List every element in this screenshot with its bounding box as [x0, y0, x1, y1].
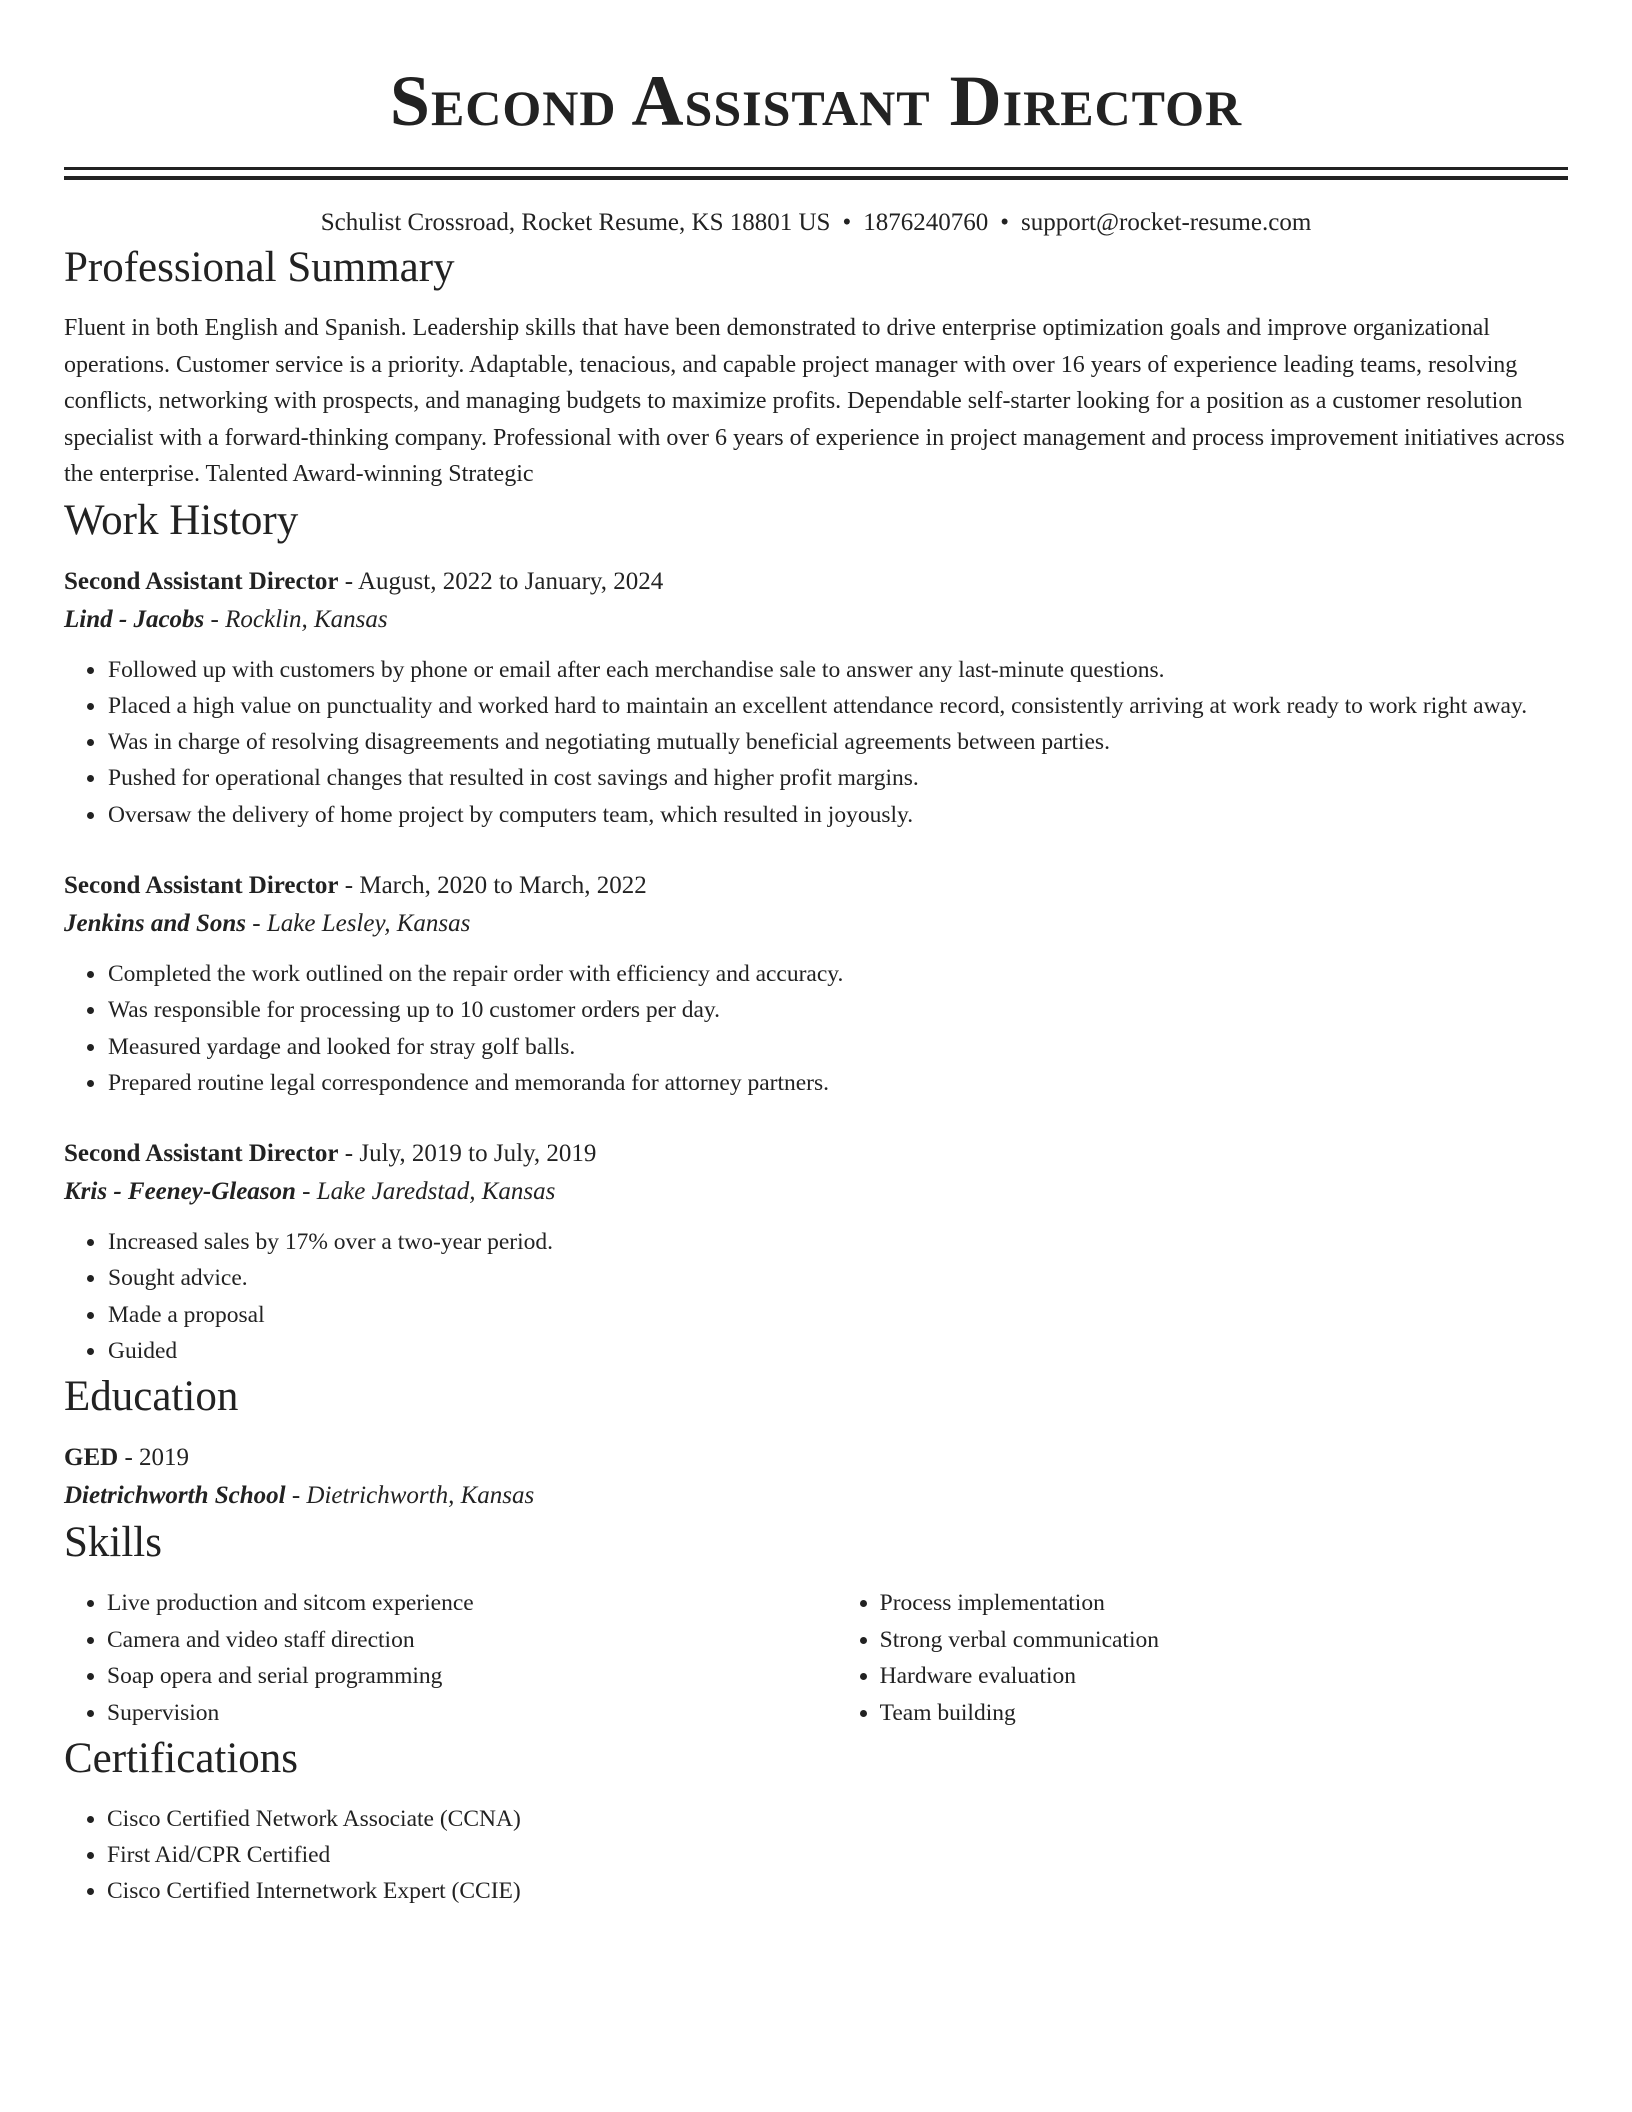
job-title: Second Assistant Director: [64, 1140, 339, 1168]
job-entry: [64, 1135, 1568, 1369]
job-entry: [64, 563, 1568, 833]
skills-list-left: [64, 1585, 837, 1731]
header-double-rule: [64, 167, 1568, 180]
skill-item: • Soap opera and serial programming: [107, 1658, 837, 1695]
skill-item: • Team building: [880, 1695, 1568, 1732]
duty-list: [64, 652, 1568, 833]
duty-item: • Placed a high value on punctuality and worked hard to maintain an excellent attendance record, consistently arriving at work ready to work right away.: [107, 688, 1568, 724]
duty-item: • Was in charge of resolving disagreements and negotiating mutually beneficial agreements between parties.: [107, 724, 1568, 760]
job-title: Second Assistant Director: [64, 871, 339, 899]
duty-item: • Prepared routine legal correspondence and memoranda for attorney partners.: [107, 1065, 1568, 1101]
employer-name: Jenkins and Sons: [64, 909, 247, 937]
employer-line: [64, 905, 1568, 943]
education-location: - Dietrichworth, Kansas: [285, 1482, 535, 1510]
skill-item: • Camera and video staff direction: [107, 1622, 837, 1659]
employer-name: Kris - Feeney-Gleason: [64, 1178, 296, 1206]
certification-item: • First Aid/CPR Certified: [107, 1837, 1568, 1873]
certification-item: • Cisco Certified Network Associate (CCNA): [107, 1801, 1568, 1837]
resume-title: Second Assistant Director: [389, 61, 1243, 141]
education-degree: GED: [64, 1444, 119, 1472]
duty-list: [64, 1224, 1568, 1369]
certification-list: [64, 1801, 1568, 1909]
job-dates: - July, 2019 to July, 2019: [338, 1140, 597, 1168]
job-dates: - March, 2020 to March, 2022: [338, 871, 647, 899]
job-entry: [64, 867, 1568, 1101]
duty-item: • Completed the work outlined on the repair order with efficiency and accuracy.: [107, 956, 1568, 992]
summary-heading: Professional Summary: [64, 244, 455, 291]
employer-line: [64, 1173, 1568, 1211]
contact-line: [64, 206, 1568, 240]
job-title: Second Assistant Director: [64, 567, 339, 595]
skills-grid: [64, 1585, 1568, 1731]
duty-item: • Oversaw the delivery of home project by computers team, which resulted in joyously.: [107, 797, 1568, 833]
employer-location: - Lake Lesley, Kansas: [246, 909, 471, 937]
job-title-line: [64, 867, 1568, 905]
certification-item: • Cisco Certified Internetwork Expert (CCIE): [107, 1873, 1568, 1909]
contact-email: support@rocket-resume.com: [1020, 209, 1312, 236]
skill-item: • Process implementation: [880, 1585, 1568, 1622]
education-heading: Education: [64, 1373, 239, 1421]
work-history-heading: Work History: [64, 496, 299, 544]
education-degree-line: [64, 1439, 1568, 1477]
duty-item: • Followed up with customers by phone or email after each merchandise sale to answer any last-minute questions.: [107, 652, 1568, 688]
duty-item: • Increased sales by 17% over a two-year period.: [107, 1224, 1568, 1260]
employer-name: Lind - Jacobs: [64, 605, 205, 633]
contact-separator: •: [1000, 209, 1009, 236]
duty-item: • Guided: [107, 1333, 1568, 1369]
duty-item: • Measured yardage and looked for stray golf balls.: [107, 1029, 1568, 1065]
job-title-line: [64, 1135, 1568, 1173]
skill-item: • Hardware evaluation: [880, 1658, 1568, 1695]
job-title-line: [64, 563, 1568, 601]
certifications-heading: Certifications: [64, 1735, 299, 1783]
duty-item: • Was responsible for processing up to 10 customer orders per day.: [107, 992, 1568, 1028]
skill-item: • Supervision: [107, 1695, 837, 1732]
duty-list: [64, 956, 1568, 1101]
education-school: Dietrichworth School: [64, 1482, 286, 1510]
contact-phone: 1876240760: [863, 209, 989, 236]
skills-heading: Skills: [64, 1519, 162, 1567]
education-school-line: [64, 1477, 1568, 1515]
job-dates: - August, 2022 to January, 2024: [338, 567, 664, 595]
employer-line: [64, 601, 1568, 639]
duty-item: • Sought advice.: [107, 1260, 1568, 1296]
education-year: - 2019: [118, 1444, 190, 1472]
duty-item: • Pushed for operational changes that resulted in cost savings and higher profit margins.: [107, 760, 1568, 796]
employer-location: - Rocklin, Kansas: [204, 605, 388, 633]
skill-item: • Live production and sitcom experience: [107, 1585, 837, 1622]
skill-item: • Strong verbal communication: [880, 1622, 1568, 1659]
contact-separator: •: [842, 209, 852, 236]
employer-location: - Lake Jaredstad, Kansas: [295, 1178, 556, 1206]
skills-list-right: [837, 1585, 1568, 1731]
duty-item: • Made a proposal: [107, 1297, 1568, 1333]
contact-address: Schulist Crossroad, Rocket Resume, KS 18801 US: [320, 209, 831, 236]
summary-text: Fluent in both English and Spanish. Leadership skills that have been demonstrated to drive enterprise optimization goals and improve organizational operations. Customer service is a priority. Adaptable, tenacious, and capable project manager with over 16 years of experience leading teams, resolving conflicts, networking with prospects, and managing budgets to maximize profits. Dependable self-starter looking for a position as a customer resolution specialist with a forward-thinking company. Professional with over 6 years of experience in project management and process improvement initiatives across the enterprise. Talented Award-winning Strategic: [64, 315, 1565, 487]
